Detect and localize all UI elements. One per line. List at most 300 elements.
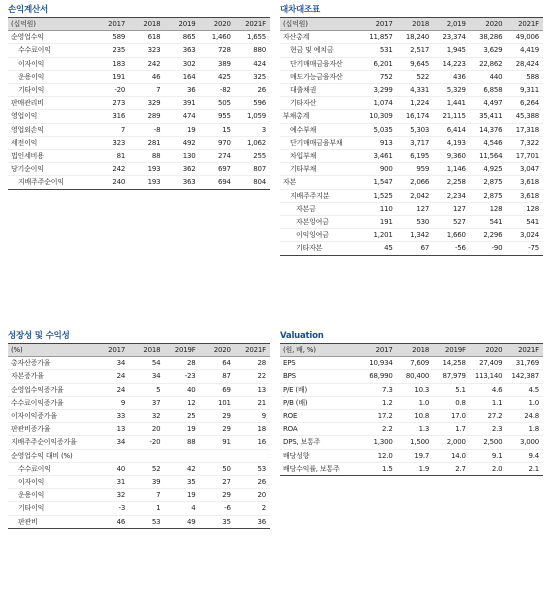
cell-value: 2,042 [410, 191, 430, 200]
cell-value: 363 [182, 46, 196, 55]
cell-value: 3,461 [373, 152, 393, 161]
cell-value: 13 [116, 425, 126, 434]
cell-value: -20 [149, 438, 161, 447]
cell-value: 505 [217, 99, 231, 108]
table-row [280, 136, 543, 149]
cell-value: 3,024 [519, 231, 539, 240]
table-row [280, 202, 543, 215]
cell-value: 34 [116, 438, 126, 447]
table-row [280, 410, 543, 423]
cell-value: 1.3 [418, 425, 430, 434]
cell-value: 959 [416, 165, 430, 174]
cell-value: 54 [151, 359, 161, 368]
cell-value: 7 [156, 86, 161, 95]
unit-header: (십억원) [283, 20, 308, 28]
cell-value: 1,441 [446, 99, 466, 108]
cell-value: 2.3 [491, 425, 503, 434]
row-label: 수수료이익증가율 [11, 398, 64, 407]
cell-value: 391 [182, 99, 196, 108]
cell-value: 24.8 [524, 412, 539, 421]
cell-value: 26 [257, 478, 266, 487]
cell-value: 474 [182, 112, 196, 121]
cell-value: 19.7 [414, 451, 430, 460]
cell-value: 1,655 [246, 33, 266, 42]
table-row [280, 229, 543, 242]
cell-value: 191 [112, 72, 126, 81]
cell-value: 16,174 [405, 112, 430, 121]
balance-sheet-title: 대차대조표 [280, 5, 321, 15]
cell-value: 362 [182, 165, 196, 174]
cell-value: 11,857 [369, 33, 393, 42]
cell-value: 28,424 [515, 59, 539, 68]
row-label: 자본잉여금 [296, 218, 329, 227]
growth-profitability-title: 성장성 및 수익성 [8, 331, 70, 341]
cell-value: 31 [116, 478, 126, 487]
cell-value: 1.8 [528, 425, 539, 434]
cell-value: 49,006 [515, 33, 539, 42]
row-label: 자산총계 [283, 33, 310, 42]
cell-value: 14.0 [450, 451, 466, 460]
cell-value: 527 [453, 218, 466, 227]
cell-value: 29 [222, 412, 231, 421]
cell-value: 127 [416, 204, 430, 213]
row-label: 현금 및 예치금 [290, 46, 334, 55]
cell-value: 7 [156, 491, 161, 500]
cell-value: 53 [257, 464, 266, 473]
cell-value: 4.5 [528, 385, 539, 394]
cell-value: 142,387 [511, 372, 539, 381]
cell-value [129, 449, 164, 462]
cell-value: 9 [120, 398, 126, 407]
cell-value: 128 [526, 204, 539, 213]
cell-value: 80,400 [405, 372, 430, 381]
cell-value: 596 [253, 99, 266, 108]
row-label: ROE [283, 412, 298, 421]
cell-value: 64 [222, 359, 231, 368]
cell-value: 15 [222, 125, 231, 134]
year-header: 2017 [375, 346, 393, 354]
cell-value: 23,374 [442, 33, 466, 42]
table-row [280, 163, 543, 176]
cell-value: 1.9 [418, 464, 430, 473]
cell-value: 69 [222, 385, 231, 394]
row-label: 자본 [283, 178, 297, 187]
cell-value: 29 [222, 425, 231, 434]
growth-profitability-table [8, 343, 270, 529]
cell-value: 1 [156, 504, 161, 513]
cell-value: 46 [151, 72, 161, 81]
row-label: 예수부채 [290, 125, 317, 134]
table-row [280, 396, 543, 409]
cell-value: 5.1 [455, 385, 466, 394]
cell-value: 14,223 [442, 59, 466, 68]
cell-value: 955 [217, 112, 231, 121]
cell-value: 128 [489, 204, 503, 213]
cell-value: 5,329 [446, 86, 466, 95]
income-statement-title: 손익계산서 [8, 5, 49, 15]
cell-value: 18,240 [405, 33, 430, 42]
cell-value: 274 [217, 152, 231, 161]
cell-value: 26 [257, 86, 266, 95]
table-row [8, 396, 270, 409]
cell-value: 9 [261, 412, 266, 421]
cell-value: 1,500 [410, 438, 430, 447]
cell-value: 39 [151, 478, 161, 487]
cell-value: 27.2 [487, 412, 503, 421]
cell-value: 522 [416, 72, 430, 81]
row-label: 순영업수익 [11, 33, 44, 42]
row-label: 기타부채 [290, 165, 317, 174]
cell-value: -23 [184, 372, 196, 381]
cell-value: 53 [151, 517, 161, 526]
cell-value: 46 [116, 517, 126, 526]
cell-value: 17,318 [515, 125, 539, 134]
table-row [280, 370, 543, 383]
cell-value: 2,000 [446, 438, 466, 447]
cell-value: 164 [182, 72, 196, 81]
cell-value: 2,296 [483, 231, 503, 240]
year-header: 2017 [108, 346, 126, 354]
cell-value: 35 [222, 517, 231, 526]
table-row [8, 489, 270, 502]
table-row [8, 57, 270, 70]
cell-value: 32 [151, 412, 161, 421]
cell-value: 35,411 [479, 112, 503, 121]
cell-value: 1,062 [246, 138, 266, 147]
cell-value: 20 [151, 425, 161, 434]
valuation-title: Valuation [280, 331, 324, 341]
unit-header: (십억원) [11, 20, 36, 28]
table-row [280, 449, 543, 462]
cell-value: 389 [217, 59, 231, 68]
cell-value: 6,858 [483, 86, 503, 95]
cell-value [94, 449, 129, 462]
cell-value: 1,460 [211, 33, 231, 42]
cell-value: 530 [416, 218, 430, 227]
cell-value: 1,547 [373, 178, 393, 187]
year-header: 2021F [245, 20, 266, 28]
row-label: DPS, 보통주 [283, 438, 321, 447]
cell-value: 14,258 [442, 359, 466, 368]
table-row [8, 44, 270, 57]
cell-value: 2,066 [410, 178, 430, 187]
cell-value: 1,660 [446, 231, 466, 240]
row-label: 매도가능금융자산 [290, 72, 343, 81]
row-label: 판관비 [18, 517, 38, 526]
cell-value: 193 [147, 178, 161, 187]
table-row [8, 449, 270, 462]
cell-value: 52 [151, 464, 161, 473]
cell-value: 9,311 [519, 86, 539, 95]
year-header: 2019F [174, 346, 196, 354]
cell-value: 541 [489, 218, 503, 227]
cell-value: 3,717 [410, 138, 430, 147]
year-header: 2019F [444, 346, 466, 354]
cell-value: 807 [253, 165, 266, 174]
cell-value: 541 [526, 218, 539, 227]
table-header-row [280, 18, 543, 31]
cell-value: 36 [187, 86, 196, 95]
cell-value: 32 [116, 491, 126, 500]
cell-value: 12.0 [377, 451, 393, 460]
cell-value: 91 [222, 438, 231, 447]
row-label: 수수료이익 [18, 464, 51, 473]
row-label: 지배주주순이익증가율 [11, 438, 77, 447]
cell-value: 3 [261, 125, 266, 134]
cell-value: 424 [253, 59, 266, 68]
cell-value: 9,360 [446, 152, 466, 161]
cell-value: 45 [384, 244, 393, 253]
table-row [280, 84, 543, 97]
cell-value: 10,309 [369, 112, 393, 121]
table-row [8, 462, 270, 475]
year-header: 2020 [213, 346, 231, 354]
cell-value: 329 [147, 99, 161, 108]
cell-value: 13 [257, 385, 266, 394]
cell-value: 2.7 [455, 464, 466, 473]
cell-value: 27 [222, 478, 231, 487]
cell-value: 27,409 [479, 359, 503, 368]
year-header: 2018 [412, 346, 430, 354]
cell-value: 42 [187, 464, 196, 473]
cell-value: 323 [112, 138, 126, 147]
row-label: 기타자산 [290, 99, 317, 108]
cell-value: 19 [187, 125, 196, 134]
year-header: 2020 [485, 346, 503, 354]
table-row [8, 515, 270, 528]
table-row [8, 502, 270, 515]
row-label: 이자이익 [18, 59, 45, 68]
row-label: 법인세비용 [11, 152, 44, 161]
row-label: 이자이익 [18, 478, 45, 487]
unit-header: (원, 배, %) [283, 346, 316, 354]
cell-value: 752 [379, 72, 393, 81]
cell-value: 804 [253, 178, 266, 187]
table-row [280, 57, 543, 70]
year-header: 2017 [375, 20, 393, 28]
cell-value: 7,322 [519, 138, 539, 147]
table-row [280, 189, 543, 202]
table-row [8, 84, 270, 97]
cell-value: 273 [112, 99, 126, 108]
cell-value: 25 [187, 412, 196, 421]
cell-value: 35 [187, 478, 196, 487]
table-row [8, 476, 270, 489]
cell-value: 235 [112, 46, 126, 55]
cell-value: 9.4 [528, 451, 539, 460]
table-row [280, 97, 543, 110]
cell-value: 9,645 [410, 59, 430, 68]
cell-value: 3,047 [519, 165, 539, 174]
year-header: 2020 [213, 20, 231, 28]
cell-value: 3,618 [519, 178, 539, 187]
table-row [280, 436, 543, 449]
income-statement-table [8, 17, 270, 190]
cell-value: 1.0 [418, 398, 430, 407]
table-row [280, 242, 543, 255]
cell-value: 2,875 [483, 191, 503, 200]
cell-value: 618 [147, 33, 161, 42]
cell-value: 36 [257, 517, 266, 526]
cell-value: 2,500 [483, 438, 503, 447]
cell-value: -3 [118, 504, 126, 513]
table-header-row [8, 344, 270, 357]
cell-value: 21,115 [442, 112, 466, 121]
cell-value: 67 [420, 244, 430, 253]
row-label: 단기매매금융부채 [290, 138, 343, 147]
row-label: ROA [283, 425, 298, 434]
table-row [280, 70, 543, 83]
cell-value: -6 [224, 504, 231, 513]
row-label: 배당수익률, 보통주 [283, 464, 340, 473]
cell-value: 68,990 [369, 372, 393, 381]
cell-value: 325 [253, 72, 266, 81]
row-label: 순영업수익 대비 (%) [11, 451, 73, 460]
row-label: 부채총계 [283, 112, 310, 121]
table-row [280, 423, 543, 436]
cell-value: 4,419 [519, 46, 539, 55]
cell-value: 14,376 [479, 125, 503, 134]
cell-value: 1.5 [382, 464, 393, 473]
table-row [8, 110, 270, 123]
year-header: 2017 [108, 20, 126, 28]
cell-value: -56 [454, 244, 466, 253]
row-label: 자본증가율 [11, 372, 44, 381]
cell-value: 49 [187, 517, 196, 526]
row-label: 지배주주지분 [290, 191, 330, 200]
cell-value: 3,299 [373, 86, 393, 95]
row-label: 단기매매금융자산 [290, 59, 343, 68]
cell-value: 1,342 [410, 231, 430, 240]
cell-value: 183 [112, 59, 126, 68]
cell-value: 7 [120, 125, 126, 134]
cell-value: 6,264 [519, 99, 539, 108]
balance-sheet-table [280, 17, 543, 256]
valuation-panel [280, 330, 543, 476]
table-row [280, 176, 543, 189]
cell-value: 1,300 [373, 438, 393, 447]
cell-value: 1,525 [373, 191, 393, 200]
cell-value: 2.2 [382, 425, 393, 434]
row-label: 순영업수익증가율 [11, 385, 64, 394]
cell-value: 2,234 [446, 191, 466, 200]
cell-value: 4.6 [491, 385, 503, 394]
cell-value: -75 [528, 244, 539, 253]
cell-value: 101 [217, 398, 231, 407]
cell-value: 18 [257, 425, 266, 434]
cell-value: 88 [151, 152, 161, 161]
row-label: 자본금 [296, 204, 316, 213]
table-row [8, 423, 270, 436]
cell-value: 38,286 [479, 33, 503, 42]
cell-value: 21 [257, 398, 266, 407]
year-header: 2021F [245, 346, 266, 354]
unit-header: (%) [11, 346, 23, 354]
cell-value: 1,201 [373, 231, 393, 240]
cell-value: 11,564 [479, 152, 503, 161]
cell-value: 6,414 [446, 125, 466, 134]
table-row [8, 357, 270, 370]
cell-value: 242 [112, 165, 126, 174]
cell-value: 363 [182, 178, 196, 187]
year-header: 2018 [143, 20, 161, 28]
cell-value: 865 [182, 33, 196, 42]
table-row [8, 150, 270, 163]
year-header: 2018 [412, 20, 430, 28]
row-label: 기타이익 [18, 86, 45, 95]
cell-value: 2 [261, 504, 266, 513]
cell-value: 1,945 [446, 46, 466, 55]
cell-value: 4,497 [483, 99, 503, 108]
cell-value: 16 [257, 438, 266, 447]
cell-value: 87,979 [442, 372, 466, 381]
row-label: 영업외손익 [11, 125, 44, 134]
table-header-row [8, 18, 270, 31]
table-row [8, 176, 270, 189]
cell-value: 913 [379, 138, 393, 147]
cell-value: 28 [187, 359, 196, 368]
cell-value: 436 [453, 72, 466, 81]
cell-value: 316 [112, 112, 126, 121]
cell-value: 10.3 [414, 385, 430, 394]
cell-value: 4,546 [483, 138, 503, 147]
cell-value: 281 [147, 138, 161, 147]
cell-value: 2,258 [446, 178, 466, 187]
cell-value: -90 [491, 244, 503, 253]
cell-value: 1.1 [491, 398, 503, 407]
row-label: 기타자본 [296, 244, 323, 253]
cell-value: 28 [257, 359, 266, 368]
row-label: BPS [283, 372, 296, 381]
cell-value [200, 449, 235, 462]
cell-value: 531 [379, 46, 393, 55]
cell-value: 2.1 [528, 464, 539, 473]
cell-value: 24 [116, 385, 126, 394]
cell-value: 7.3 [382, 385, 393, 394]
row-label: 운용이익 [18, 491, 45, 500]
cell-value: 1.2 [382, 398, 393, 407]
cell-value: 17.2 [377, 412, 393, 421]
cell-value: 589 [112, 33, 126, 42]
cell-value: 242 [147, 59, 161, 68]
cell-value: 1,224 [410, 99, 430, 108]
table-row [8, 70, 270, 83]
row-label: EPS [283, 359, 296, 368]
table-row [8, 123, 270, 136]
cell-value: 900 [379, 165, 393, 174]
cell-value: 880 [253, 46, 266, 55]
cell-value: 323 [147, 46, 161, 55]
row-label: 운용이익 [18, 72, 45, 81]
cell-value: 3,618 [519, 191, 539, 200]
cell-value: 5 [156, 385, 161, 394]
cell-value: 4,193 [446, 138, 466, 147]
year-header: 2,019 [446, 20, 466, 28]
row-label: P/E (배) [283, 385, 308, 394]
row-label: 판매관리비 [11, 99, 44, 108]
cell-value: 10,934 [369, 359, 393, 368]
row-label: 배당성향 [283, 451, 310, 460]
cell-value: 9.1 [491, 451, 503, 460]
cell-value: 4,331 [410, 86, 430, 95]
cell-value: 33 [116, 412, 126, 421]
cell-value: 193 [147, 165, 161, 174]
table-row [280, 123, 543, 136]
cell-value: -20 [114, 86, 126, 95]
cell-value: 22,862 [479, 59, 503, 68]
cell-value: 1,059 [246, 112, 266, 121]
cell-value: 302 [182, 59, 196, 68]
